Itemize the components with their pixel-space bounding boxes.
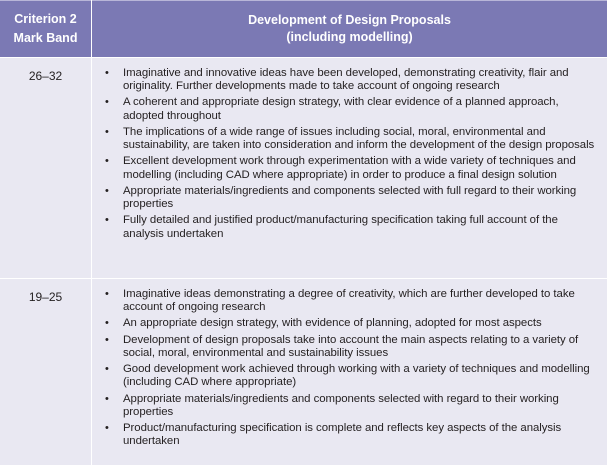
list-item bbox=[92, 155, 597, 182]
bullet-icon: • bbox=[105, 288, 109, 300]
header-title: Development of Design Proposals bbox=[248, 13, 451, 27]
criteria-list bbox=[92, 288, 597, 452]
criterion-text: Imaginative and innovative ideas have been developed, demonstrating creativity, flair and originality. Further developments made to take account of ongoing research bbox=[123, 67, 569, 93]
list-item bbox=[92, 214, 597, 241]
list-item bbox=[92, 96, 597, 123]
list-item bbox=[92, 126, 597, 153]
bullet-icon: • bbox=[105, 333, 109, 346]
criterion-text: The implications of a wide range of issues including social, moral, environmental and sustainability, are taken into consideration and inform the development of the design proposals bbox=[123, 125, 595, 152]
list-item bbox=[92, 334, 597, 361]
criteria-list bbox=[92, 67, 597, 244]
list-item bbox=[92, 363, 597, 390]
bullet-icon: • bbox=[105, 422, 109, 435]
bullet-icon: • bbox=[105, 317, 109, 330]
criterion-text: Imaginative ideas demonstrating a degree of creativity, which are further developed to take account of ongoing research bbox=[123, 288, 575, 314]
list-item bbox=[92, 317, 597, 330]
header-mark-band-label: Mark Band bbox=[13, 31, 78, 45]
criterion-text: Good development work achieved through working with a variety of techniques and modelling (including CAD where appropriate) bbox=[123, 363, 590, 389]
bullet-icon: • bbox=[105, 214, 109, 227]
criterion-text: Fully detailed and justified product/manufacturing specification taking full account of the analysis undertaken bbox=[123, 214, 558, 240]
list-item bbox=[92, 185, 597, 212]
row-divider bbox=[0, 278, 607, 279]
bullet-icon: • bbox=[105, 125, 109, 138]
bullet-icon: • bbox=[105, 155, 109, 168]
criterion-text: Appropriate materials/ingredients and components selected with regard to their working properties bbox=[123, 392, 559, 418]
criterion-text: Product/manufacturing specification is complete and reflects key aspects of the analysis undertaken bbox=[123, 422, 562, 448]
bullet-icon: • bbox=[105, 363, 109, 376]
list-item bbox=[92, 422, 597, 449]
list-item bbox=[92, 393, 597, 420]
bullet-icon: • bbox=[105, 96, 109, 109]
header-subtitle: (including modelling) bbox=[286, 30, 413, 44]
list-item bbox=[92, 288, 597, 315]
criterion-text: Excellent development work through experimentation with a wide variety of techniques and modelling (including CAD where appropriate) in order to produce a final design solution bbox=[123, 155, 576, 181]
list-item bbox=[92, 67, 597, 94]
bullet-icon: • bbox=[105, 184, 109, 197]
header-description-cell bbox=[92, 1, 607, 57]
criterion-text: A coherent and appropriate design strategy, with clear evidence of a planned approach, adopted throughout bbox=[123, 96, 559, 122]
bullet-icon: • bbox=[105, 67, 109, 79]
mark-band-cell: 19–25 bbox=[28, 290, 63, 304]
criterion-text: Appropriate materials/ingredients and components selected with full regard to their working properties bbox=[123, 184, 577, 211]
mark-band-cell: 26–32 bbox=[28, 69, 63, 83]
criterion-text: Development of design proposals take into account the main aspects relating to a variety of social, moral, environmental and sustainability issues bbox=[123, 333, 579, 359]
header-criterion-cell bbox=[0, 1, 91, 57]
bullet-icon: • bbox=[105, 392, 109, 405]
header-divider bbox=[0, 57, 607, 58]
criterion-text: An appropriate design strategy, with evidence of planning, adopted for most aspects bbox=[123, 317, 542, 330]
header-criterion-label: Criterion 2 bbox=[14, 12, 77, 26]
